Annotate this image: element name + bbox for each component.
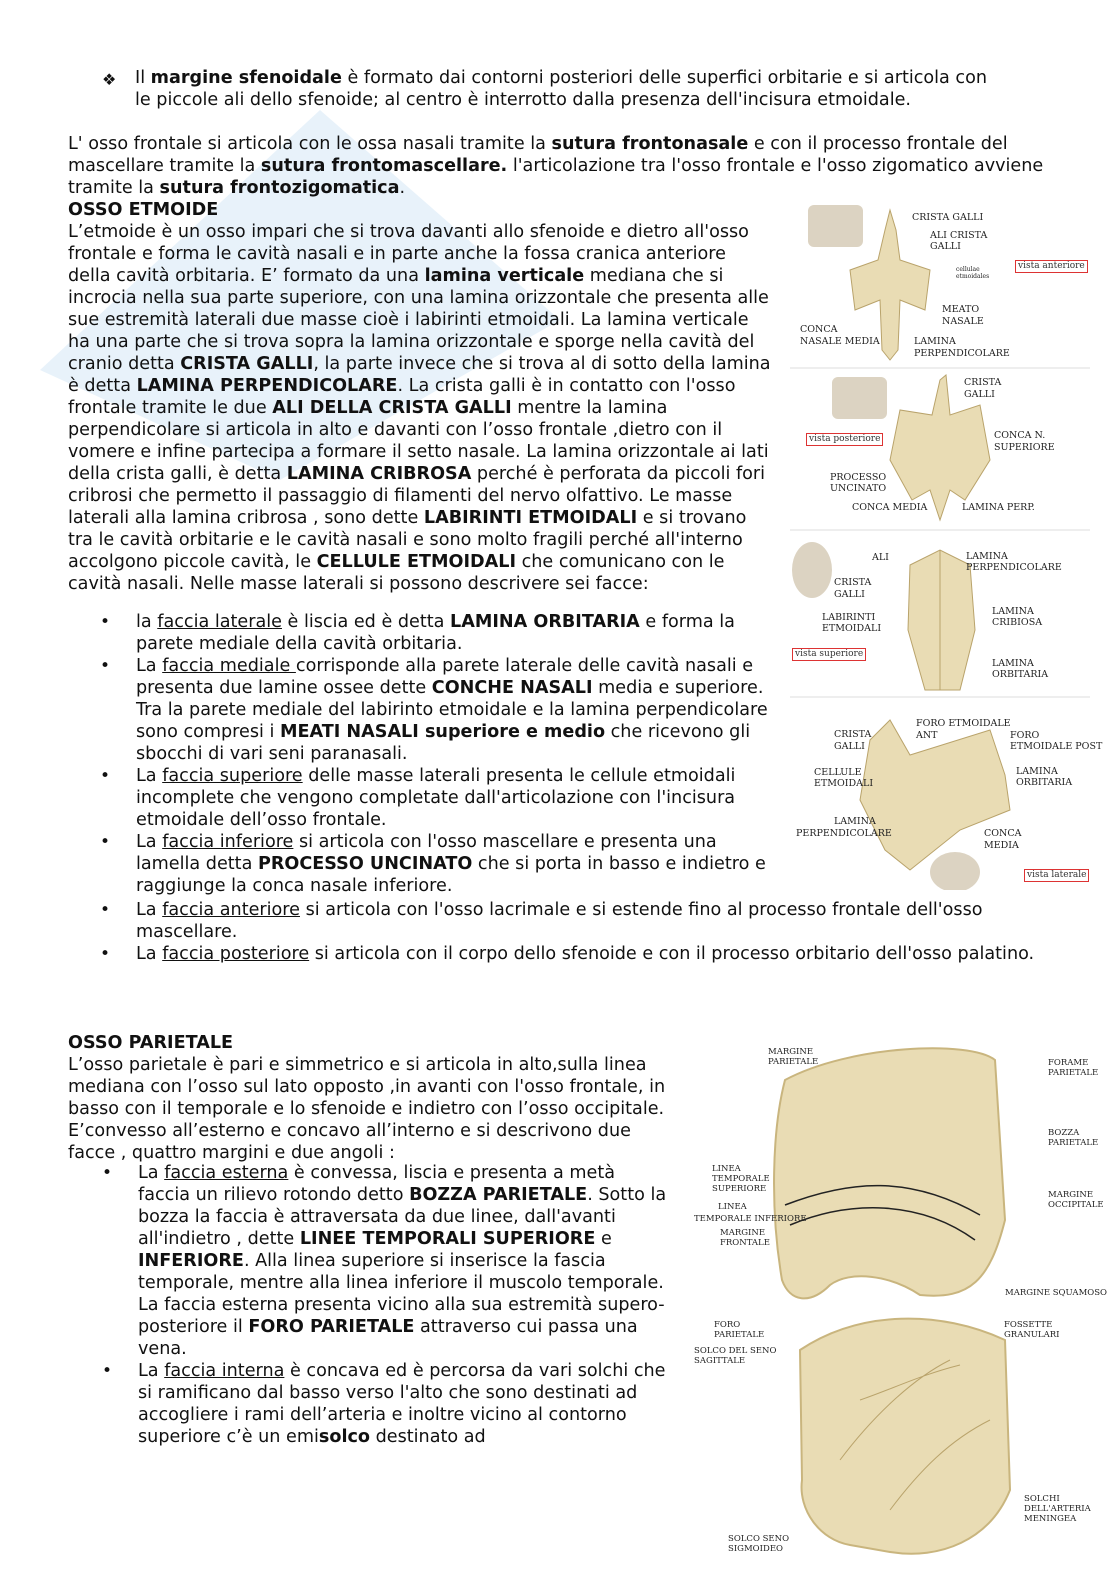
label-linea: LINEA: [712, 1164, 741, 1174]
label-occipitale: OCCIPITALE: [1048, 1200, 1104, 1210]
label-vista-superiore: vista superiore: [792, 648, 866, 661]
label-cribiosa: CRIBIOSA: [992, 617, 1043, 628]
label-etmoidali-4: ETMOIDALI: [814, 778, 874, 789]
label-conca-n: CONCA N.: [994, 430, 1046, 441]
label-foro: FORO: [714, 1320, 741, 1330]
label-forame-parietale: PARIETALE: [1048, 1068, 1099, 1078]
label-lamina-orb: LAMINA: [992, 658, 1034, 669]
list-item: • La faccia superiore delle masse laterali presenta le cellule etmoidali incomplete che vengono completate dall'articolazione con l'incisura etmoidale dell’osso frontale.: [100, 766, 736, 830]
parietale-heading: OSSO PARIETALE: [68, 1033, 234, 1053]
list-item: • La faccia anteriore si articola con l'osso lacrimale e si estende fino al processo frontale dell'osso mascellare.: [100, 900, 983, 942]
label-solco-seno-sig: SOLCO SENO: [728, 1534, 790, 1544]
label-solco-seno: SOLCO DEL SENO: [694, 1346, 777, 1356]
label-superiore-p: SUPERIORE: [712, 1184, 767, 1194]
diamond-bullet-icon: ❖: [102, 70, 117, 89]
label-lamina-perp: LAMINA PERP.: [962, 502, 1035, 513]
label-nasale: NASALE: [942, 316, 984, 327]
label-etmoidali: ETMOIDALI: [822, 623, 882, 634]
label-processo: PROCESSO: [830, 472, 887, 483]
label-vista-posteriore: vista posteriore: [806, 433, 883, 446]
label-lamina-4: LAMINA: [834, 816, 876, 827]
label-margine-frontale: MARGINE: [720, 1228, 766, 1238]
etmoide-facce-list-lower: [68, 899, 1053, 965]
label-galli-2: GALLI: [964, 389, 995, 400]
margine-sfenoidale-paragraph: Il margine sfenoidale è formato dai contorni posteriori delle superfici orbitarie e si articola con le piccole ali dello sfenoide; al centro è interrotto dalla presenza dell'incisura etmoidale.: [135, 68, 988, 110]
list-item: • La faccia mediale corrisponde alla parete laterale delle cavità nasali e presenta due lamine ossee dette CONCHE NASALI media e superiore. Tra la parete mediale del labirinto etmoidale e la lamina perpendicolare sono compresi i MEATI NASALI superiore e medio che ricevono gli sbocchi di vari seni paranasali.: [100, 656, 768, 764]
label-temporale-inferiore: TEMPORALE INFERIORE: [694, 1214, 807, 1224]
label-etmoidale-post: ETMOIDALE POST: [1010, 741, 1103, 752]
label-sigmoideo: SIGMOIDEO: [728, 1544, 783, 1554]
label-lamina: LAMINA: [914, 336, 956, 347]
label-vista-laterale: vista laterale: [1024, 869, 1089, 882]
label-dell-arteria: DELL'ARTERIA: [1024, 1504, 1091, 1514]
label-frontale: FRONTALE: [720, 1238, 770, 1248]
list-item: • La faccia posteriore si articola con il corpo dello sfenoide e con il processo orbitario dell'osso palatino.: [100, 944, 1035, 964]
label-perpendicolare: PERPENDICOLARE: [914, 348, 1010, 359]
parietale-paragraph: L’osso parietale è pari e simmetrico e si articola in alto,sulla linea mediana con l’osso sul lato opposto ,in avanti con l'osso frontale, in basso con il temporale e lo sfenoide e indietro con l’osso occipitale. E’convesso all’esterno e concavo all’interno e si descrivono due facce , quattro margini e due angoli :: [68, 1055, 666, 1163]
etmoide-paragraph: L’etmoide è un osso impari che si trova davanti allo sfenoide e dietro all'osso frontale e forma le cavità nasali e in parte anche la fossa cranica anteriore della cavità orbitaria. E’ formato da una lamina verticale mediana che si incrocia nella sua parte superiore, con una lamina orizzontale che presenta alle sue estremità laterali due masse cioè i labirinti etmoidali. La lamina verticale ha una parte che si trova sopra la lamina orizzontale e sporge nella cavità del cranio detta CRISTA GALLI, la parte invece che si trova al di sotto della lamina è detta LAMINA PERPENDICOLARE. La crista galli è in contatto con l'osso frontale tramite le due ALI DELLA CRISTA GALLI mentre la lamina perpendicolare si articola in alto e davanti con l’osso frontale ,dietro con il vomere e infine partecipa a formare il setto nasale. La lamina orizzontale ai lati della crista galli, è detta LAMINA CRIBROSA perché è perforata da piccoli fori cribrosi che permetto il passaggio di filamenti del nervo olfattivo. Le masse laterali alla lamina cribrosa , sono dette LABIRINTI ETMOIDALI e si trovano tra le cavità orbitarie e le cavità nasali e sono molto fragili perché all'interno accolgono piccole cavità, le CELLULE ETMOIDALI che comunicano con le cavità nasali. Nelle masse laterali si possono descrivere sei facce:: [68, 222, 771, 594]
list-item: • La faccia inferiore si articola con l'osso mascellare e presenta una lamella detta PROCESSO UNCINATO che si porta in basso e indietro e raggiunge la conca nasale inferiore.: [100, 832, 766, 896]
label-perpendicolare-3: PERPENDICOLARE: [966, 562, 1062, 573]
label-crista-2: CRISTA: [964, 377, 1002, 388]
etmoide-facce-list-upper: [68, 611, 773, 897]
label-cellule: CELLULE: [814, 767, 862, 778]
label-orbitaria-2: ORBITARIA: [1016, 777, 1073, 788]
label-galli-4: GALLI: [834, 741, 865, 752]
label-foro-etm-ant: FORO ETMOIDALE: [916, 718, 1011, 729]
label-media-4: MEDIA: [984, 840, 1019, 851]
label-margine-occ: MARGINE: [1048, 1190, 1094, 1200]
label-crista-3: CRISTA: [834, 577, 872, 588]
label-lamina-crib: LAMINA: [992, 606, 1034, 617]
label-meningea: MENINGEA: [1024, 1514, 1077, 1524]
label-perpendicolare-4: PERPENDICOLARE: [796, 828, 892, 839]
label-margine-parietale: MARGINE: [768, 1047, 814, 1057]
label-vista-anteriore: vista anteriore: [1015, 260, 1088, 273]
label-lamina-3: LAMINA: [966, 551, 1008, 562]
parietale-facce-list: [70, 1162, 670, 1448]
label-ant: ANT: [916, 730, 938, 741]
label-temporale: TEMPORALE: [712, 1174, 770, 1184]
label-crista-4: CRISTA: [834, 729, 872, 740]
label-conca-4: CONCA: [984, 828, 1022, 839]
list-item: • la faccia laterale è liscia ed è detta LAMINA ORBITARIA e forma la parete mediale della cavità orbitaria.: [100, 612, 735, 654]
etmoide-heading: OSSO ETMOIDE: [68, 200, 219, 220]
parietal-illustration: [690, 1040, 1090, 1560]
label-foro-parietale: PARIETALE: [714, 1330, 765, 1340]
label-sagittale: SAGITTALE: [694, 1356, 746, 1366]
label-ali-crista: ALI CRISTA: [930, 230, 988, 241]
label-fossette: FOSSETTE: [1004, 1320, 1053, 1330]
label-labirinti: LABIRINTI: [822, 612, 876, 623]
list-item: • La faccia esterna è convessa, liscia e presenta a metà faccia un rilievo rotondo detto BOZZA PARIETALE. Sotto la bozza la faccia è attraversata da due linee, dall'avanti all'indietro , dette LINEE TEMPORALI SUPERIORE e INFERIORE. Alla linea superiore si inserisce la fascia temporale, mentre alla linea inferiore il muscolo temporale. La faccia esterna presenta vicino alla sua estremità supero-posteriore il FORO PARIETALE attraverso cui passa una vena.: [102, 1163, 667, 1359]
label-etmoidales: etmoidales: [956, 273, 990, 280]
label-ali: ALI: [872, 552, 889, 563]
label-foro-post: FORO: [1010, 730, 1040, 741]
label-conca-media: CONCA MEDIA: [852, 502, 928, 513]
label-nasale-media: NASALE MEDIA: [800, 336, 880, 347]
label-galli: GALLI: [930, 241, 961, 252]
label-lamina-orb2: LAMINA: [1016, 766, 1058, 777]
list-item: • La faccia interna è concava ed è percorsa da vari solchi che si ramificano dal basso verso l'alto che sono destinati ad accogliere i rami dell’arteria e inoltre vicino al contorno superiore c’è un emisolco destinato ad: [102, 1361, 666, 1447]
parietal-figure: [690, 1040, 1108, 1560]
label-galli-3: GALLI: [834, 589, 865, 600]
label-superiore: SUPERIORE: [994, 442, 1055, 453]
label-parietale: PARIETALE: [768, 1057, 819, 1067]
label-forame: FORAME: [1048, 1058, 1089, 1068]
ethmoid-figure: [790, 200, 1103, 890]
frontale-paragraph: L' osso frontale si articola con le ossa nasali tramite la sutura frontonasale e con il processo frontale del mascellare tramite la sutura frontomascellare. l'articolazione tra l'osso frontale e l'osso zigomatico avviene tramite la sutura frontozigomatica.: [68, 134, 1044, 198]
label-solchi: SOLCHI: [1024, 1494, 1060, 1504]
label-bozza: BOZZA: [1048, 1128, 1080, 1138]
label-conca: CONCA: [800, 324, 838, 335]
label-cellulae: cellulae: [956, 266, 980, 273]
label-granulari: GRANULARI: [1004, 1330, 1060, 1340]
label-bozza-parietale: PARIETALE: [1048, 1138, 1099, 1148]
label-crista-galli: CRISTA GALLI: [912, 212, 984, 223]
label-uncinato: UNCINATO: [830, 483, 887, 494]
label-meato: MEATO: [942, 304, 980, 315]
label-margine-squamoso: MARGINE SQUAMOSO: [1005, 1288, 1108, 1298]
label-orbitaria: ORBITARIA: [992, 669, 1049, 680]
label-linea-2: LINEA: [718, 1202, 747, 1212]
